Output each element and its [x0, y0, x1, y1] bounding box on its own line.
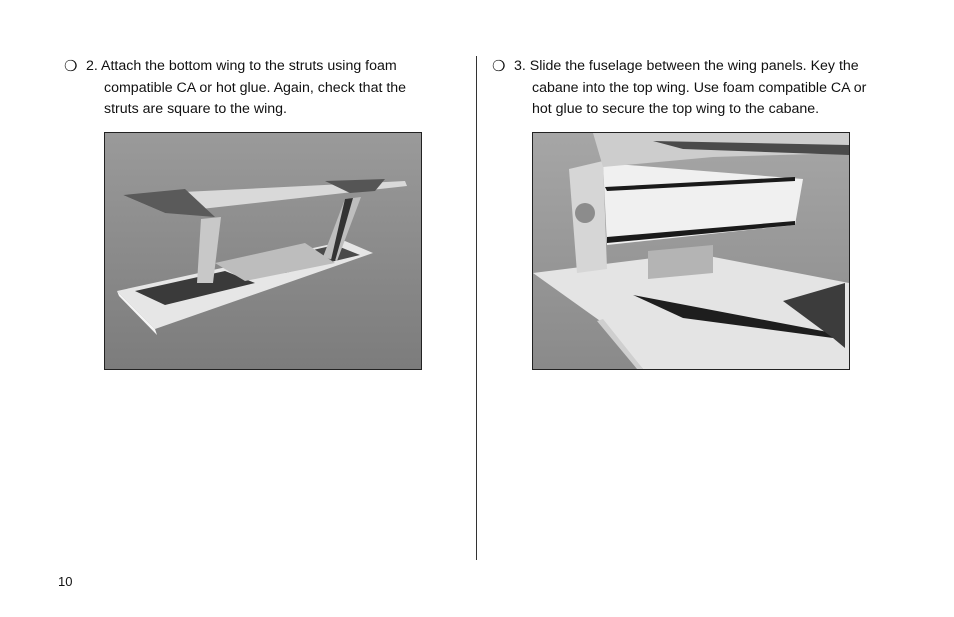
step-text-line: struts are square to the wing.: [104, 101, 287, 117]
step-text-line: 2. Attach the bottom wing to the struts using foam: [86, 58, 397, 74]
step-text-line: cabane into the top wing. Use foam compatible CA or: [532, 79, 867, 96]
column-divider: [476, 56, 477, 560]
checkbox-icon[interactable]: ❍: [64, 57, 78, 75]
step-text-line: compatible CA or hot glue. Again, check that the: [104, 79, 407, 96]
step-text-line: 3. Slide the fuselage between the wing panels. Key the: [514, 58, 859, 74]
fuselage-cabane-photo: [532, 132, 850, 370]
step-text-line: hot glue to secure the top wing to the cabane.: [532, 101, 820, 117]
wing-struts-photo: [104, 132, 422, 370]
page-number: 10: [58, 574, 73, 589]
checkbox-icon[interactable]: ❍: [492, 57, 506, 75]
